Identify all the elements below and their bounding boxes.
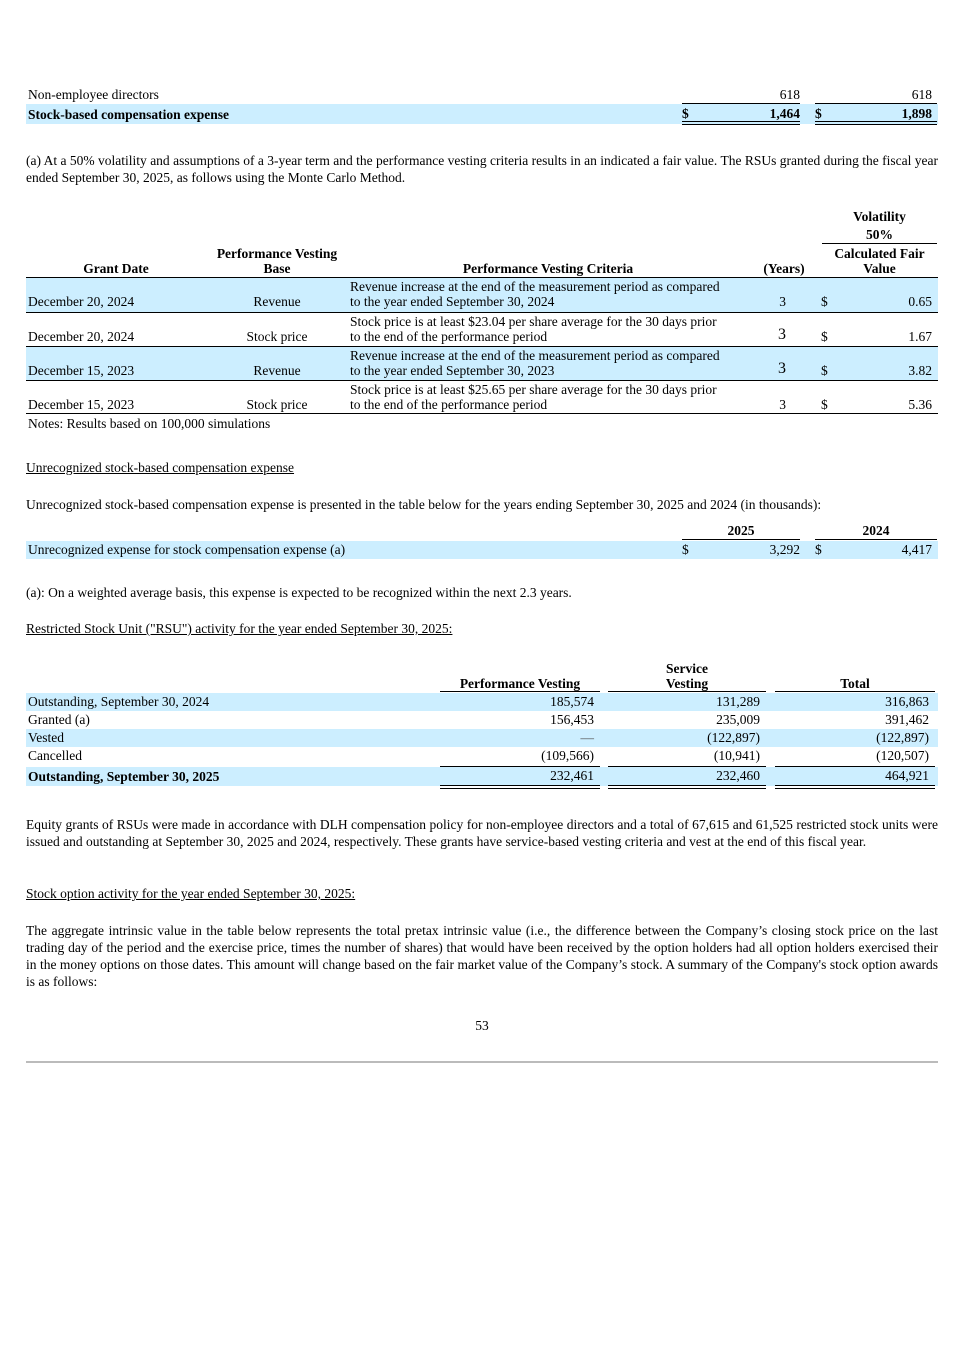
header-volatility-pct: 50% — [866, 227, 893, 242]
term-years: 3 — [779, 397, 786, 412]
table-row — [26, 747, 938, 765]
value-2024: 4,417 — [901, 542, 932, 557]
total-value: 464,921 — [885, 768, 929, 783]
table-row — [26, 313, 938, 347]
table-row — [26, 347, 938, 381]
header-performance: Performance Vesting — [459, 676, 581, 691]
performance-vesting-value: 232,461 — [550, 768, 594, 783]
total-value: 316,863 — [885, 694, 929, 709]
vesting-base: Revenue — [253, 363, 301, 378]
currency-symbol: $ — [815, 542, 822, 557]
term-years: 3 — [778, 326, 786, 343]
currency-symbol: $ — [682, 542, 689, 557]
value-2024: 618 — [911, 87, 932, 102]
section-heading: Restricted Stock Unit ("RSU") activity for the year ended September 30, 2025: — [26, 621, 453, 636]
page-divider — [26, 1061, 938, 1063]
header-2024: 2024 — [862, 523, 890, 538]
term-years: 3 — [779, 294, 786, 309]
criteria-line-2: to the year ended September 30, 2024 — [350, 294, 555, 309]
section-heading: Unrecognized stock-based compensation expense — [26, 460, 295, 475]
criteria-line-2: to the end of the performance period — [350, 329, 548, 344]
fair-value: 1.67 — [908, 329, 932, 344]
table-row — [26, 86, 938, 104]
grant-date: December 15, 2023 — [28, 363, 135, 378]
table-row — [26, 693, 938, 711]
header-fair-value-l1: Calculated Fair — [834, 246, 925, 261]
header-fair-value-l2: Value — [863, 261, 896, 276]
vesting-base: Revenue — [253, 294, 301, 309]
row-label: Non-employee directors — [28, 87, 159, 102]
performance-vesting-value: 185,574 — [550, 694, 594, 709]
performance-vesting-value: — — [580, 730, 594, 745]
row-label: Outstanding, September 30, 2025 — [28, 769, 220, 784]
value-2025: 1,464 — [769, 106, 800, 121]
paragraph-note-a: (a) At a 50% volatility and assumptions of a 3-year term and the performance vesting criteria results in an indicated a fair value. The RSUs granted during the fiscal year ended September 30, 2025, as follows using the Monte Carlo Method. — [26, 153, 938, 185]
service-vesting-value: 131,289 — [716, 694, 760, 709]
row-label: Stock-based compensation expense — [28, 107, 230, 122]
criteria-line-1: Stock price is at least $23.04 per share average for the 30 days prior — [350, 314, 717, 329]
currency-symbol: $ — [821, 397, 828, 412]
term-years: 3 — [778, 360, 786, 377]
value-2025: 618 — [779, 87, 800, 102]
criteria-line-1: Revenue increase at the end of the measurement period as compared — [350, 279, 720, 294]
value-2025: 3,292 — [769, 542, 800, 557]
service-vesting-value: (10,941) — [713, 748, 760, 763]
row-label: Granted (a) — [28, 712, 90, 727]
header-service-l1: Service — [666, 661, 708, 676]
row-label: Outstanding, September 30, 2024 — [28, 694, 210, 709]
table-row — [26, 767, 938, 786]
fair-value: 0.65 — [908, 294, 932, 309]
table-row — [26, 729, 938, 747]
currency-symbol: $ — [815, 106, 822, 121]
header-total: Total — [840, 676, 870, 691]
criteria-line-2: to the end of the performance period — [350, 397, 548, 412]
section-heading: Stock option activity for the year ended September 30, 2025: — [26, 886, 356, 901]
header-2025: 2025 — [727, 523, 755, 538]
service-vesting-value: (122,897) — [707, 730, 760, 745]
header-criteria: Performance Vesting Criteria — [462, 261, 634, 276]
vesting-base: Stock price — [246, 329, 308, 344]
paragraph: The aggregate intrinsic value in the table below represents the total pretax intrinsic value (i.e., the difference between the Company’s closing stock price on the last trading day of the period and the exercise price, times the number of shares) that would have been received by the option holders had all option holders exercised their in the money options on those dates. This amount will change based on the fair market value of the Company’s stock. A summary of the Company's stock option awards is as follows: — [26, 923, 938, 989]
criteria-line-1: Stock price is at least $25.65 per share average for the 30 days prior — [350, 382, 717, 397]
fair-value: 5.36 — [908, 397, 932, 412]
header-years: (Years) — [763, 261, 805, 276]
total-value: (122,897) — [876, 730, 929, 745]
row-label: Cancelled — [28, 748, 82, 763]
row-label: Unrecognized expense for stock compensation expense (a) — [28, 542, 346, 557]
table-row — [26, 104, 938, 124]
table-row — [26, 541, 938, 559]
criteria-line-2: to the year ended September 30, 2023 — [350, 363, 555, 378]
header-base-l2: Base — [263, 261, 291, 276]
table-row — [26, 278, 938, 312]
paragraph: Unrecognized stock-based compensation expense is presented in the table below for the years ending September 30, 2025 and 2024 (in thousands): — [26, 497, 822, 512]
row-label: Vested — [28, 730, 64, 745]
total-value: 391,462 — [885, 712, 929, 727]
currency-symbol: $ — [821, 294, 828, 309]
header-grant-date: Grant Date — [83, 261, 149, 276]
currency-symbol: $ — [821, 329, 828, 344]
table-row — [26, 711, 938, 729]
service-vesting-value: 232,460 — [716, 768, 760, 783]
performance-vesting-value: (109,566) — [541, 748, 594, 763]
service-vesting-value: 235,009 — [716, 712, 760, 727]
value-2024: 1,898 — [901, 106, 932, 121]
table-note: Notes: Results based on 100,000 simulations — [28, 416, 271, 431]
grant-date: December 20, 2024 — [28, 294, 135, 309]
grant-date: December 15, 2023 — [28, 397, 135, 412]
currency-symbol: $ — [682, 106, 689, 121]
header-volatility: Volatility — [853, 209, 906, 224]
header-service-l2: Vesting — [665, 676, 709, 691]
performance-vesting-value: 156,453 — [550, 712, 594, 727]
fair-value: 3.82 — [908, 363, 932, 378]
grant-date: December 20, 2024 — [28, 329, 135, 344]
total-value: (120,507) — [876, 748, 929, 763]
header-base-l1: Performance Vesting — [216, 246, 338, 261]
page-number: 53 — [475, 1018, 489, 1033]
footnote: (a): On a weighted average basis, this expense is expected to be recognized within the next 2.3 years. — [26, 585, 572, 600]
criteria-line-1: Revenue increase at the end of the measurement period as compared — [350, 348, 720, 363]
table-row — [26, 381, 938, 415]
vesting-base: Stock price — [246, 397, 308, 412]
currency-symbol: $ — [821, 363, 828, 378]
paragraph: Equity grants of RSUs were made in accordance with DLH compensation policy for non-employee directors and a total of 67,615 and 61,525 restricted stock units were issued and outstanding at September 30, 2025 and 2024, respectively. These grants have service-based vesting criteria and vest at the end of this fiscal year. — [26, 817, 938, 849]
